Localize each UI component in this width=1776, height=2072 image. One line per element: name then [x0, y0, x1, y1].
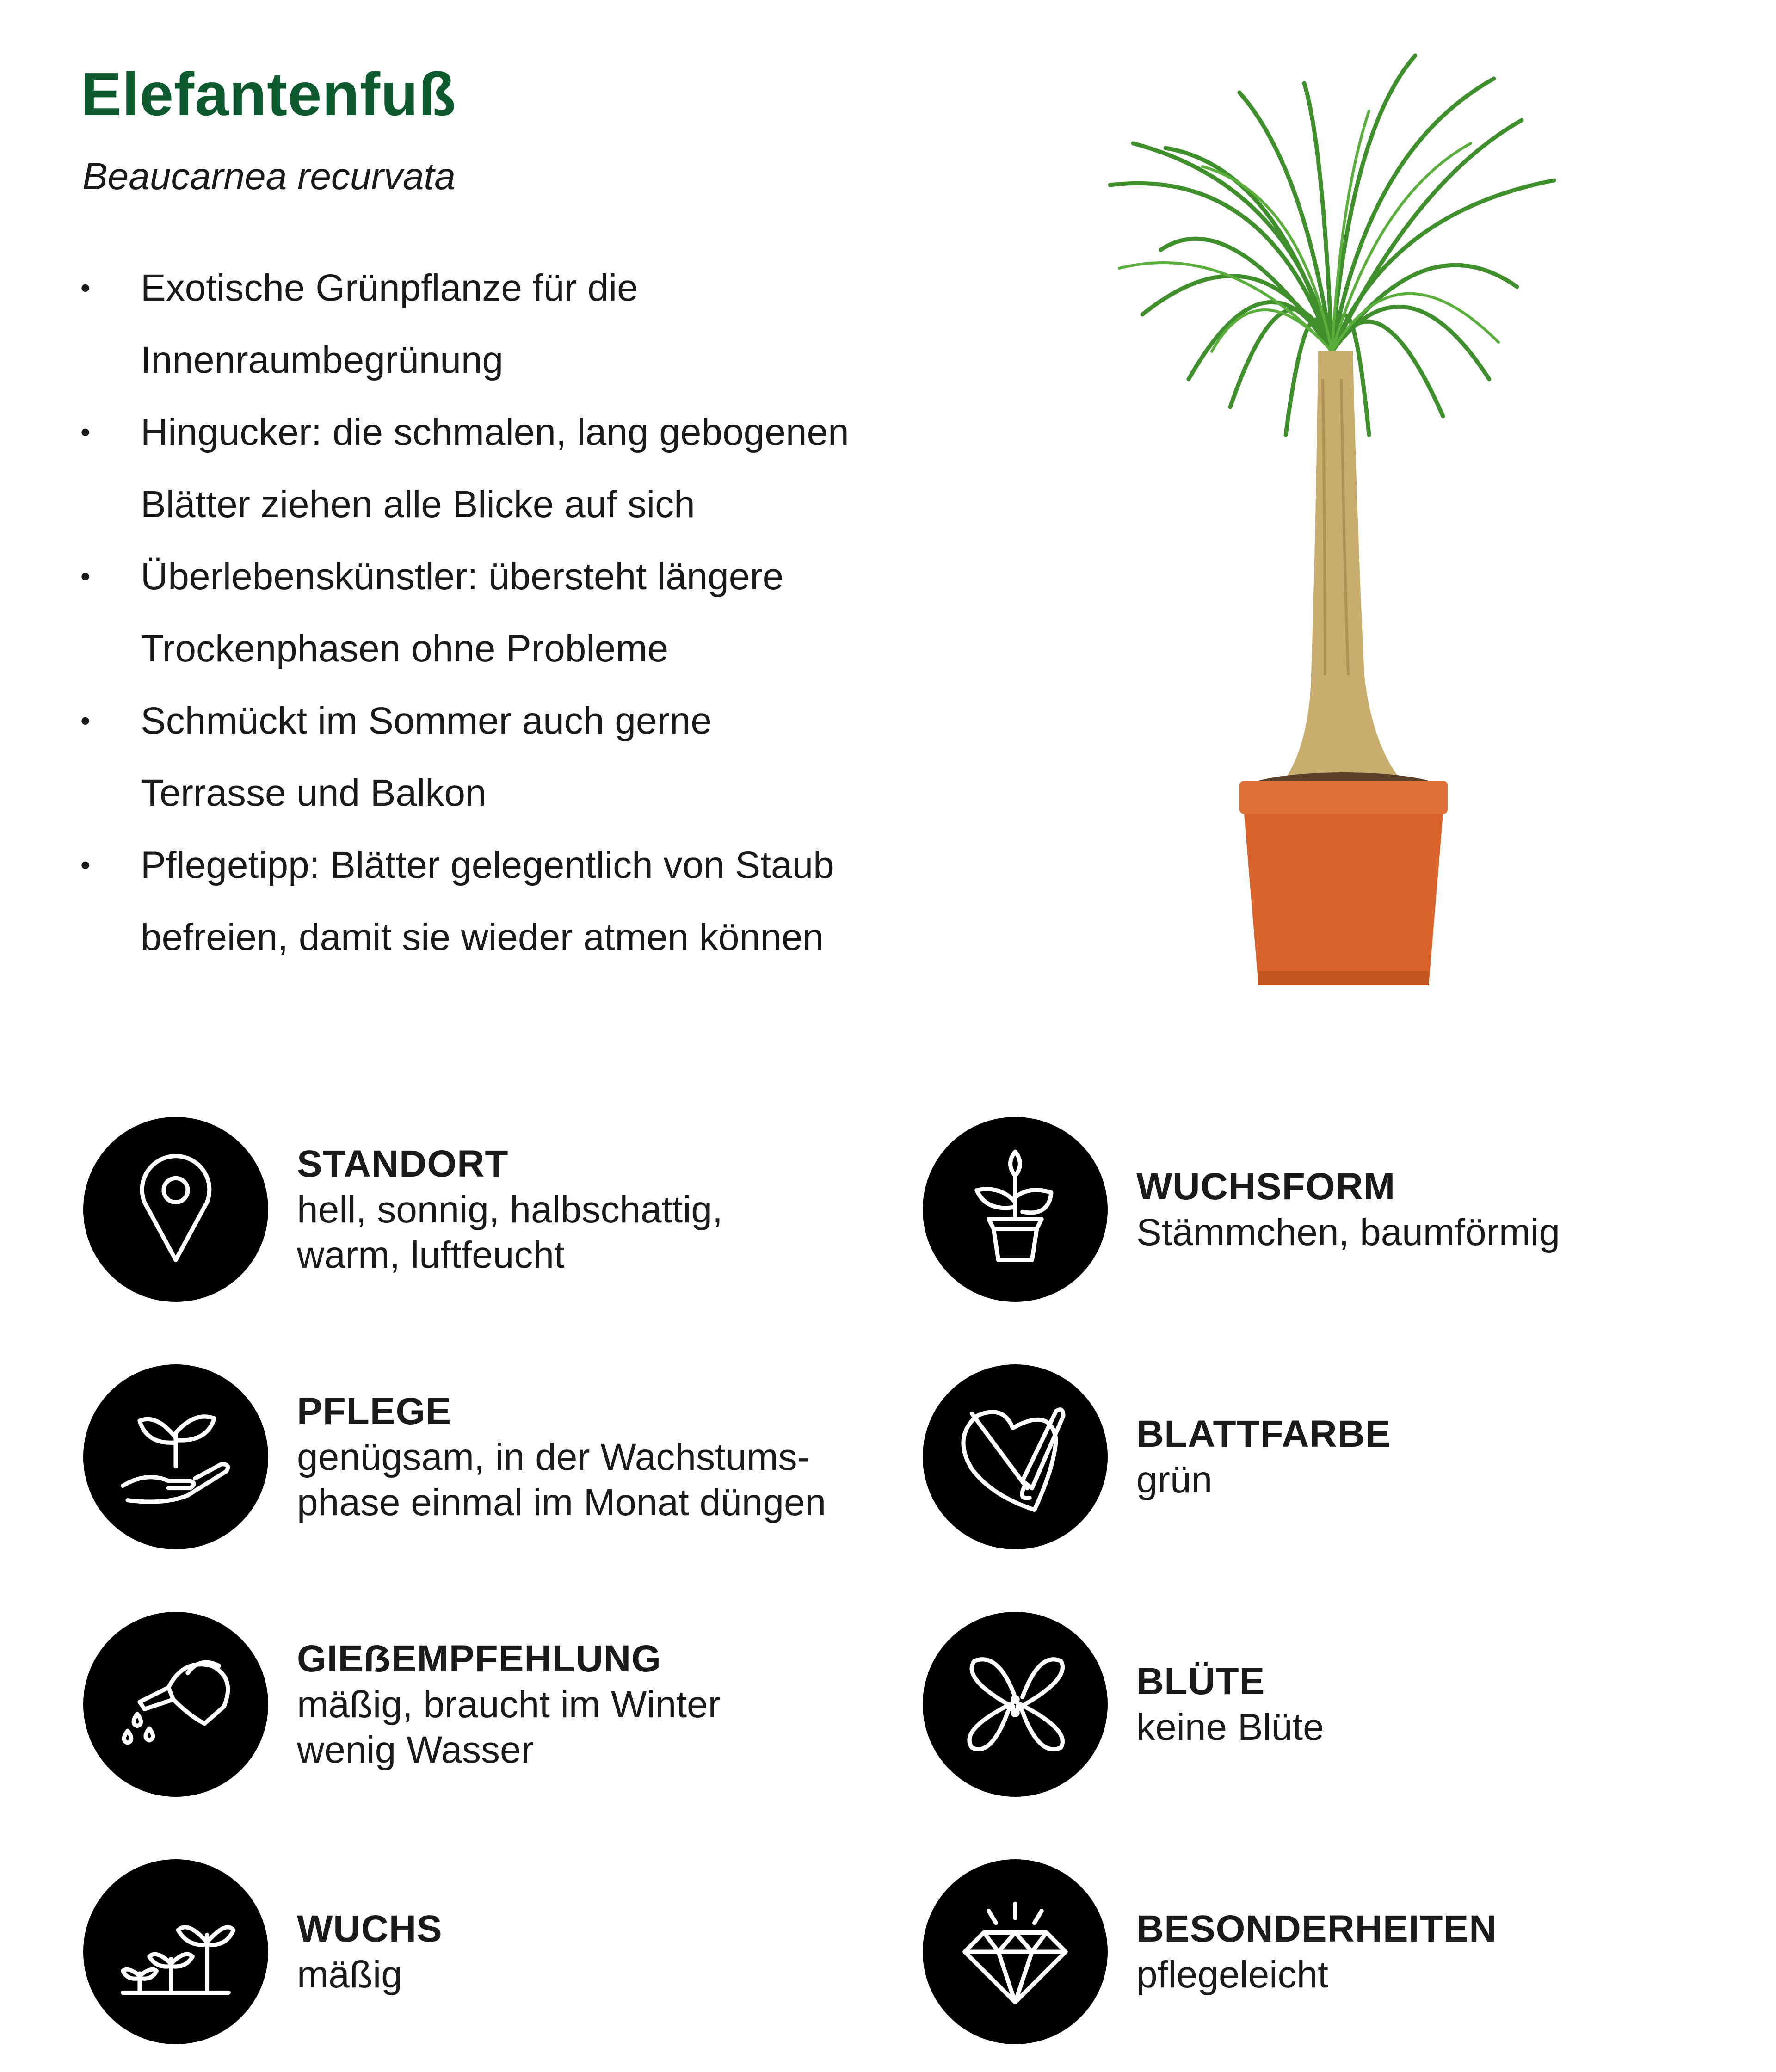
feature-bullet-list [79, 252, 911, 974]
plant-trunk [1272, 352, 1415, 796]
bullet-text: Pflegetipp: Blätter gelegentlich von Staub [141, 844, 834, 886]
potted-plant-icon [923, 1117, 1108, 1302]
list-item [79, 829, 911, 974]
bullet-text: Exotische Grünpflanze für die [141, 267, 638, 309]
hand-seedling-icon [83, 1364, 268, 1549]
feature-title: STANDORT [297, 1143, 509, 1185]
list-item [79, 541, 911, 685]
feature-title: WUCHSFORM [1136, 1166, 1396, 1208]
plant-image [1092, 28, 1563, 1008]
feature-title: PFLEGE [297, 1390, 452, 1432]
feature-title: BLATTFARBE [1136, 1413, 1391, 1455]
bullet-text: Hingucker: die schmalen, lang gebogenen [141, 411, 849, 453]
botanical-name: Beaucarnea recurvata [82, 155, 456, 197]
feature-besonderheiten [923, 1859, 1497, 2044]
list-item [79, 252, 911, 396]
feature-title: WUCHS [297, 1908, 443, 1950]
bullet-marker: • [80, 272, 91, 303]
feature-description: wenig Wasser [297, 1729, 534, 1771]
diamond-icon [923, 1859, 1108, 2044]
plant-pot [1240, 786, 1448, 980]
flower-icon [923, 1612, 1108, 1797]
feature-standort [83, 1117, 723, 1302]
bullet-marker: • [80, 417, 91, 448]
feature-description: grün [1136, 1459, 1213, 1501]
bullet-marker: • [80, 705, 91, 736]
feature-description: Stämmchen, baumförmig [1136, 1211, 1560, 1253]
feature-bluete [923, 1612, 1324, 1797]
bullet-text: Blätter ziehen alle Blicke auf sich [141, 483, 695, 525]
feature-description: keine Blüte [1136, 1706, 1324, 1748]
feature-wuchsform [923, 1117, 1560, 1302]
feature-title: BESONDERHEITEN [1136, 1908, 1497, 1950]
feature-description: phase einmal im Monat düngen [297, 1481, 826, 1523]
list-item [79, 396, 911, 541]
bullet-marker: • [80, 561, 91, 592]
list-item [79, 685, 911, 829]
feature-description: mäßig [297, 1954, 402, 1996]
location-pin-icon [83, 1117, 268, 1302]
bullet-marker: • [80, 850, 91, 881]
feature-description: warm, luftfeucht [297, 1234, 565, 1276]
watering-can-icon [83, 1612, 268, 1797]
bullet-text: Schmückt im Sommer auch gerne [141, 700, 712, 742]
feature-pflege [83, 1364, 826, 1549]
bullet-text: Innenraumbegrünung [141, 339, 504, 381]
feature-description: hell, sonnig, halbschattig, [297, 1189, 723, 1231]
leaf-brush-icon [923, 1364, 1108, 1549]
feature-wuchs [83, 1859, 443, 2044]
feature-title: GIEẞEMPFEHLUNG [297, 1638, 661, 1680]
growth-sprouts-icon [83, 1859, 268, 2044]
feature-blattfarbe [923, 1364, 1391, 1549]
bullet-text: Trockenphasen ohne Probleme [141, 628, 669, 670]
page-title: Elefantenfuß [81, 60, 456, 128]
bullet-text: befreien, damit sie wieder atmen können [141, 916, 824, 958]
feature-description: genügsam, in der Wachstums- [297, 1436, 810, 1478]
feature-description: pflegeleicht [1136, 1954, 1328, 1996]
bullet-text: Überlebenskünstler: übersteht längere [141, 555, 784, 598]
feature-title: BLÜTE [1136, 1660, 1265, 1702]
feature-description: mäßig, braucht im Winter [297, 1684, 721, 1726]
bullet-text: Terrasse und Balkon [141, 772, 487, 814]
feature-giessempfehlung [83, 1612, 721, 1797]
